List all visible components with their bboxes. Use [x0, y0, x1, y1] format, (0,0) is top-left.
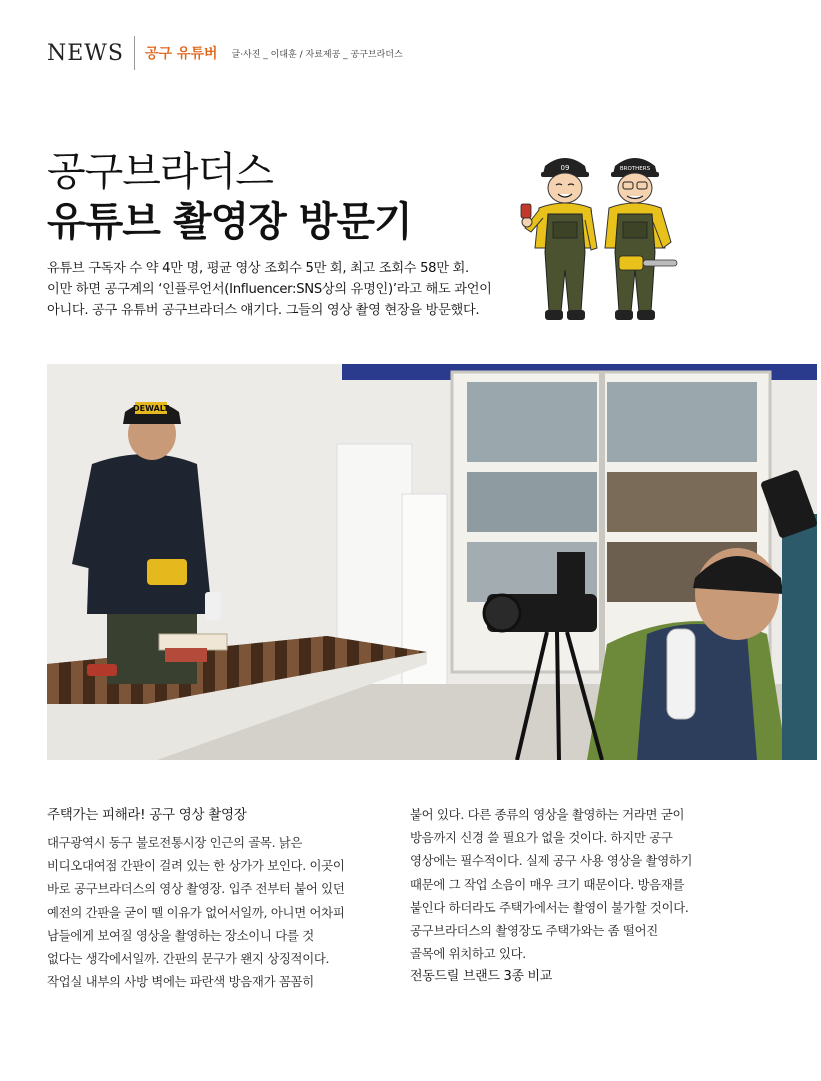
main-photo	[47, 364, 817, 760]
title-line-1: 공구브라더스	[47, 149, 273, 195]
magazine-name: NEWS	[47, 40, 124, 66]
intro-line: 유튜브 구독자 수 약 4만 명, 평균 영상 조회수 5만 회, 최고 조회수 58만 회.	[47, 261, 469, 276]
header-divider	[134, 36, 135, 70]
article-line: 비디오대여점 간판이 걸려 있는 한 상가가 보인다. 이곳이	[47, 858, 345, 874]
article-line: 붙인다 하더라도 주택가에서는 촬영이 불가할 것이다.	[410, 899, 689, 915]
cap-text-right: BROTHERS	[619, 166, 651, 172]
article-line: 공구브라더스의 촬영장도 주택가와는 좀 떨어진	[410, 923, 658, 939]
cartoon-character-left	[521, 158, 597, 320]
article-column-left	[47, 803, 377, 993]
article-line: 붙어 있다. 다른 종류의 영상을 촬영하는 거라면 굳이	[410, 807, 685, 822]
article-line: 없다는 생각에서일까. 간판의 문구가 왠지 상징적이다.	[47, 951, 330, 967]
credit-line: 글·사진 _ 이대훈 / 자료제공 _ 공구브라더스	[231, 49, 403, 60]
article-line: 때문에 그 작업 소음이 매우 크기 때문이다. 방음재를	[410, 876, 685, 892]
left-subheading: 주택가는 피해라! 공구 영상 촬영장	[47, 807, 247, 823]
intro-paragraph	[47, 258, 507, 321]
cap-brand: DEWALT	[133, 404, 169, 413]
article-line: 대구광역시 동구 불로전통시장 인근의 골목. 낡은	[47, 835, 303, 850]
studio-scene	[47, 364, 817, 760]
right-subheading: 전동드릴 브랜드 3종 비교	[410, 969, 553, 985]
article-line: 예전의 간판을 굳이 뗄 이유가 없어서일까, 아니면 어차피	[47, 904, 345, 920]
article-line: 바로 공구브라더스의 영상 촬영장. 입주 전부터 붙어 있던	[47, 881, 345, 897]
cap-text-left: 09	[560, 164, 570, 172]
cartoon-character-right	[605, 158, 677, 320]
article-line: 골목에 위치하고 있다.	[410, 946, 526, 962]
article-line: 방음까지 신경 쓸 필요가 없을 것이다. 하지만 공구	[410, 830, 673, 846]
article-column-right	[410, 803, 740, 989]
article-line: 영상에는 필수적이다. 실제 공구 사용 영상을 촬영하기	[410, 853, 693, 869]
page-header	[47, 36, 403, 70]
cartoon-illustration	[515, 152, 685, 327]
intro-line: 이만 하면 공구계의 ‘인플루언서(Influencer:SNS상의 유명인)’라고 해도 과언이	[47, 282, 492, 297]
intro-line: 아니다. 공구 유튜버 공구브라더스 얘기다. 그들의 영상 촬영 현장을 방문했다.	[47, 303, 480, 318]
article-line: 남들에게 보여질 영상을 촬영하는 장소이니 다를 것	[47, 927, 314, 943]
section-label: 공구 유튜버	[145, 46, 218, 62]
title-line-2: 유튜브 촬영장 방문기	[47, 199, 412, 245]
article-line: 작업실 내부의 사방 벽에는 파란색 방음재가 꼼꼼히	[47, 974, 314, 990]
